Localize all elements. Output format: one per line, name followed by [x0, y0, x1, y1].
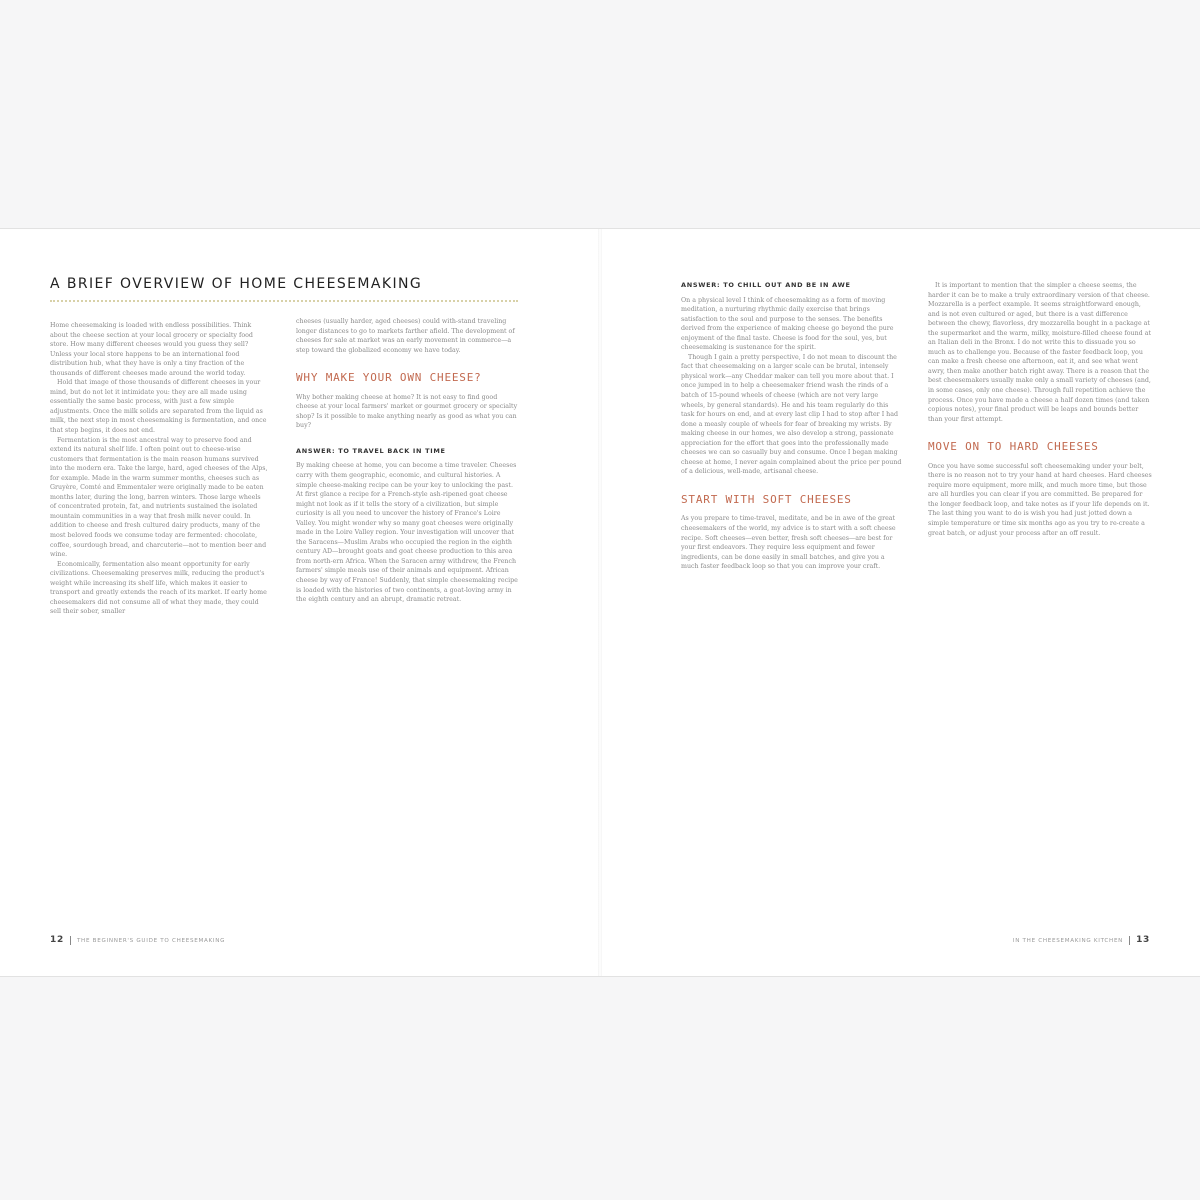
page-title: A BRIEF OVERVIEW OF HOME CHEESEMAKING	[50, 276, 423, 292]
right-column-2	[928, 281, 1153, 538]
subheading-answer-chill: ANSWER: TO CHILL OUT AND BE IN AWE	[681, 281, 851, 289]
body-paragraph: cheeses (usually harder, aged cheeses) could with-stand traveling longer distances to go to markets farther afield. The development of cheeses for sale at market was an early movement in commerce—a step toward the globalized economy we have today.	[296, 318, 515, 354]
body-paragraph: Home cheesemaking is loaded with endless possibilities. Think about the cheese section at your local grocery or specialty food store. How many different cheeses would you guess they sell? Unless your local store happens to be an international food distribution hub, what they have is only a tiny fraction of the thousands of different cheeses made around the world today.	[50, 322, 253, 377]
body-paragraph: Fermentation is the most ancestral way to preserve food and extend its natural shelf life. I often point out to cheese-wise customers that fermentation is the main reason humans survived into the modern era. Take the large, hard, aged cheeses of the Alps, for example. Made in the warm summer months, cheeses such as Gruyère, Comté and Emmentaler were originally made to be eaten months later, during the long, barren winters. Those large wheels of concentrated protein, fat, and nutrients sustained the isolated mountain communities in a way that fresh milk never could. In addition to cheese and fresh cultured dairy products, many of the most beloved foods we consume today are fermented: chocolate, coffee, sourdough bread, and charcuterie—not to mention beer and wine.	[50, 436, 268, 559]
body-paragraph: Though I gain a pretty perspective, I do not mean to discount the fact that cheesemaking on a larger scale can be brutal, intensely physical work—any Cheddar maker can tell you more about that. I once jumped in to help a cheesemaker friend wash the rinds of a batch of 15-pound wheels of cheese (which are not very large wheels, by general standards). He and his team regularly do this task for hours on end, and at every last clip I had to stop after I had done a measly couple of wheels for fear of breaking my wrists. By making cheese in our homes, we also develop a strong, passionate appreciation for the effort that goes into the professionally made cheeses we can so casually buy and consume. Once I began making cheese at home, I never again complained about the price per pound of a delicious, well-made, artisanal cheese.	[681, 353, 902, 476]
subheading-answer-travel: ANSWER: TO TRAVEL BACK IN TIME	[296, 446, 446, 455]
title-dotted-rule	[50, 300, 518, 302]
body-paragraph: As you prepare to time-travel, meditate, and be in awe of the great cheesemakers of the world, my advice is to start with a soft cheese recipe. Soft cheeses—even better, fresh soft cheeses—are best for your first endeavors. They require less equipment and fewer ingredients, can be done easily in small batches, and give you a much faster feedback loop so that you can improve your craft.	[681, 515, 896, 571]
section-heading-soft: START WITH SOFT CHEESES	[681, 492, 852, 506]
section-heading-hard: MOVE ON TO HARD CHEESES	[928, 440, 1099, 454]
body-paragraph: On a physical level I think of cheesemaking as a form of moving meditation, a nurturing rhythmic daily exercise that brings satisfaction to the soul and purpose to the senses. The benefits derived from the experience of making cheese go beyond the pure enjoyment of the final taste. Cheese is food for the soul, yes, but cheesemaking is sustenance for the spirit.	[681, 296, 894, 352]
book-gutter	[598, 229, 602, 976]
right-column-1	[681, 281, 903, 572]
running-head-left: THE BEGINNER'S GUIDE TO CHEESEMAKING	[76, 938, 226, 944]
book-spread	[0, 228, 1200, 977]
body-paragraph: It is important to mention that the simpler a cheese seems, the harder it can be to make a truly extraordinary version of that cheese. Mozzarella is a perfect example. It seems straightforward enough, and is not even cultured or aged, but there is a vast difference between the chewy, flavorless, dry mozzarella bought in a package at the supermarket and the warm, milky, moisture-filled cheese found at an Italian deli in the Bronx. I do not write this to dissuade you so much as to challenge you. Because of the faster feedback loop, you can make a fresh cheese one afternoon, eat it, and see what went awry, then make another batch right away. There is a reason that the best cheesemakers usually make only a small variety of cheeses (and, in some cases, only one cheese). Through full repetition achieve the process. Once you have made a cheese a half dozen times (and taken copious notes), your final product will be leaps and bounds better than your first attempt.	[928, 282, 1151, 423]
body-paragraph: Hold that image of those thousands of different cheeses in your mind, but do not let it intimidate you: they are all made using essentially the same basic process, with just a few simple adjustments. Once the milk solids are separated from the liquid as milk, the next step in most cheesemaking is fermentation, and once that step begins, it does not end.	[50, 379, 267, 435]
folio-divider	[1129, 936, 1130, 945]
body-paragraph: Once you have some successful soft cheesemaking under your belt, there is no reason not to try your hand at hard cheeses. Hard cheeses require more equipment, more milk, and much more time, but those are all hurdles you can clear if you are committed. Be prepared for the longer feedback loop, and take notes as if your life depends on it. The last thing you want to do is wish you had just jotted down a simple temperature or time six months ago as you try to re-create a great batch, or adjust your process after an off result.	[928, 462, 1152, 537]
body-paragraph: Why bother making cheese at home? It is not easy to find good cheese at your local farmers' market or gourmet grocery or specialty shop? Is it possible to make anything nearly as good as what you can buy?	[296, 393, 518, 430]
section-heading-why: WHY MAKE YOUR OWN CHEESE?	[296, 371, 482, 385]
page-number-right: 13	[1136, 935, 1150, 945]
page-number-left: 12	[50, 935, 64, 945]
running-head-right: IN THE CHEESEMAKING KITCHEN	[1012, 938, 1124, 944]
folio-divider	[70, 936, 71, 945]
body-paragraph: By making cheese at home, you can become a time traveler. Cheeses carry with them geographic, economic, and cultural histories. A simple cheese-making recipe can be your key to unlocking the past. At first glance a recipe for a French-style ash-ripened goat cheese might not look as if it tells the story of a civilization, but simple curiosity is all you need to uncover the history of France's Loire Valley. You might wonder why so many goat cheeses were originally made in the Loire Valley region. Your investigation will uncover that the Saracens—Muslim Arabs who occupied the region in the eighth century AD—brought goats and goat cheese production to this area from north-ern Africa. When the Saracen army withdrew, the French farmers' simple meals use of their animals and equipment. African cheese by way of France! Suddenly, that simple cheesemaking recipe is loaded with the histories of two continents, a goat-loving army in the eighth century and an abrupt, dramatic retreat.	[296, 462, 518, 604]
left-folio	[50, 935, 225, 945]
body-paragraph: Economically, fermentation also meant opportunity for early civilizations. Cheesemaking preserves milk, reducing the product's weight while increasing its shelf life, which makes it easier to transport and greatly extends the reach of its market. If early home cheesemakers did not consume all of what they made, they could sell their sober, smaller	[50, 560, 267, 616]
left-column-2	[296, 317, 518, 605]
right-folio	[1013, 935, 1150, 945]
left-column-1	[50, 321, 268, 617]
